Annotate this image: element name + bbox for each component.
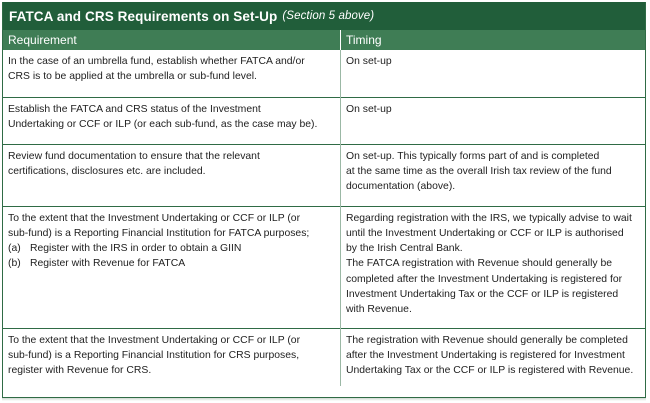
column-header-timing: Timing bbox=[341, 30, 646, 50]
cell-line: Undertaking or CCF or ILP (or each sub-fund, as the case may be). bbox=[8, 118, 318, 130]
requirement-cell bbox=[3, 50, 341, 97]
cell-line: with Revenue. bbox=[346, 304, 412, 316]
requirements-table bbox=[3, 30, 645, 386]
timing-cell bbox=[341, 97, 646, 144]
requirement-cell bbox=[3, 328, 341, 386]
requirement-cell bbox=[3, 97, 341, 144]
cell-line: Undertaking Tax or the CCF or ILP is registered with Revenue. bbox=[346, 365, 634, 377]
table-row bbox=[3, 328, 645, 386]
cell-line: until the Investment Undertaking or CCF or ILP is authorised bbox=[346, 227, 624, 239]
panel-shadow bbox=[2, 398, 646, 401]
table-row bbox=[3, 206, 645, 328]
cell-line: To the extent that the Investment Undertaking or CCF or ILP (or bbox=[8, 212, 301, 224]
table-title-note: (Section 5 above) bbox=[282, 10, 375, 22]
timing-cell bbox=[341, 50, 646, 97]
cell-line: sub-fund) is a Reporting Financial Institution for FATCA purposes; bbox=[8, 227, 310, 239]
cell-line: CRS is to be applied at the umbrella or sub-fund level. bbox=[8, 71, 257, 83]
timing-cell bbox=[341, 206, 646, 328]
column-header-requirement: Requirement bbox=[3, 30, 341, 50]
cell-line: On set-up. This typically forms part of and is completed bbox=[346, 150, 600, 162]
list-item-text: Register with the IRS in order to obtain a GIIN bbox=[30, 243, 242, 255]
table-title-bar bbox=[3, 2, 645, 30]
cell-line: The registration with Revenue should generally be completed bbox=[346, 334, 628, 346]
cell-line: Establish the FATCA and CRS status of the Investment bbox=[8, 103, 261, 115]
cell-line: On set-up bbox=[346, 103, 392, 115]
cell-line: at the same time as the overall Irish tax review of the fund bbox=[346, 165, 612, 177]
list-item-marker: (a) bbox=[8, 243, 21, 255]
cell-line: completed after the Investment Undertaking is registered for bbox=[346, 273, 623, 285]
list-item-text: Register with Revenue for FATCA bbox=[30, 258, 186, 270]
requirement-cell bbox=[3, 206, 341, 328]
timing-cell bbox=[341, 144, 646, 206]
cell-line: Investment Undertaking Tax or the CCF or ILP is registered bbox=[346, 288, 619, 300]
cell-line: documentation (above). bbox=[346, 181, 456, 193]
cell-line: after the Investment Undertaking is registered for Investment bbox=[346, 349, 625, 361]
cell-line: Regarding registration with the IRS, we typically advise to wait bbox=[346, 212, 632, 224]
list-item-marker: (b) bbox=[8, 258, 21, 270]
list-item bbox=[8, 241, 335, 256]
requirements-table-panel bbox=[2, 2, 646, 398]
timing-cell bbox=[341, 328, 646, 386]
cell-line: On set-up bbox=[346, 56, 392, 67]
cell-line: To the extent that the Investment Undertaking or CCF or ILP (or bbox=[8, 334, 301, 346]
cell-line: In the case of an umbrella fund, establish whether FATCA and/or bbox=[8, 56, 305, 67]
cell-line: sub-fund) is a Reporting Financial Institution for CRS purposes, bbox=[8, 349, 300, 361]
list-item bbox=[8, 256, 335, 271]
header-row bbox=[3, 30, 645, 50]
table-title: FATCA and CRS Requirements on Set-Up bbox=[9, 8, 278, 24]
cell-line: The FATCA registration with Revenue should generally be bbox=[346, 258, 613, 270]
table-row bbox=[3, 144, 645, 206]
cell-line: register with Revenue for CRS. bbox=[8, 365, 152, 377]
cell-line: Review fund documentation to ensure that the relevant bbox=[8, 150, 260, 162]
cell-line: by the Irish Central Bank. bbox=[346, 243, 463, 255]
table-row bbox=[3, 50, 645, 97]
table-row bbox=[3, 97, 645, 144]
cell-line: certifications, disclosures etc. are included. bbox=[8, 165, 206, 177]
requirement-cell bbox=[3, 144, 341, 206]
